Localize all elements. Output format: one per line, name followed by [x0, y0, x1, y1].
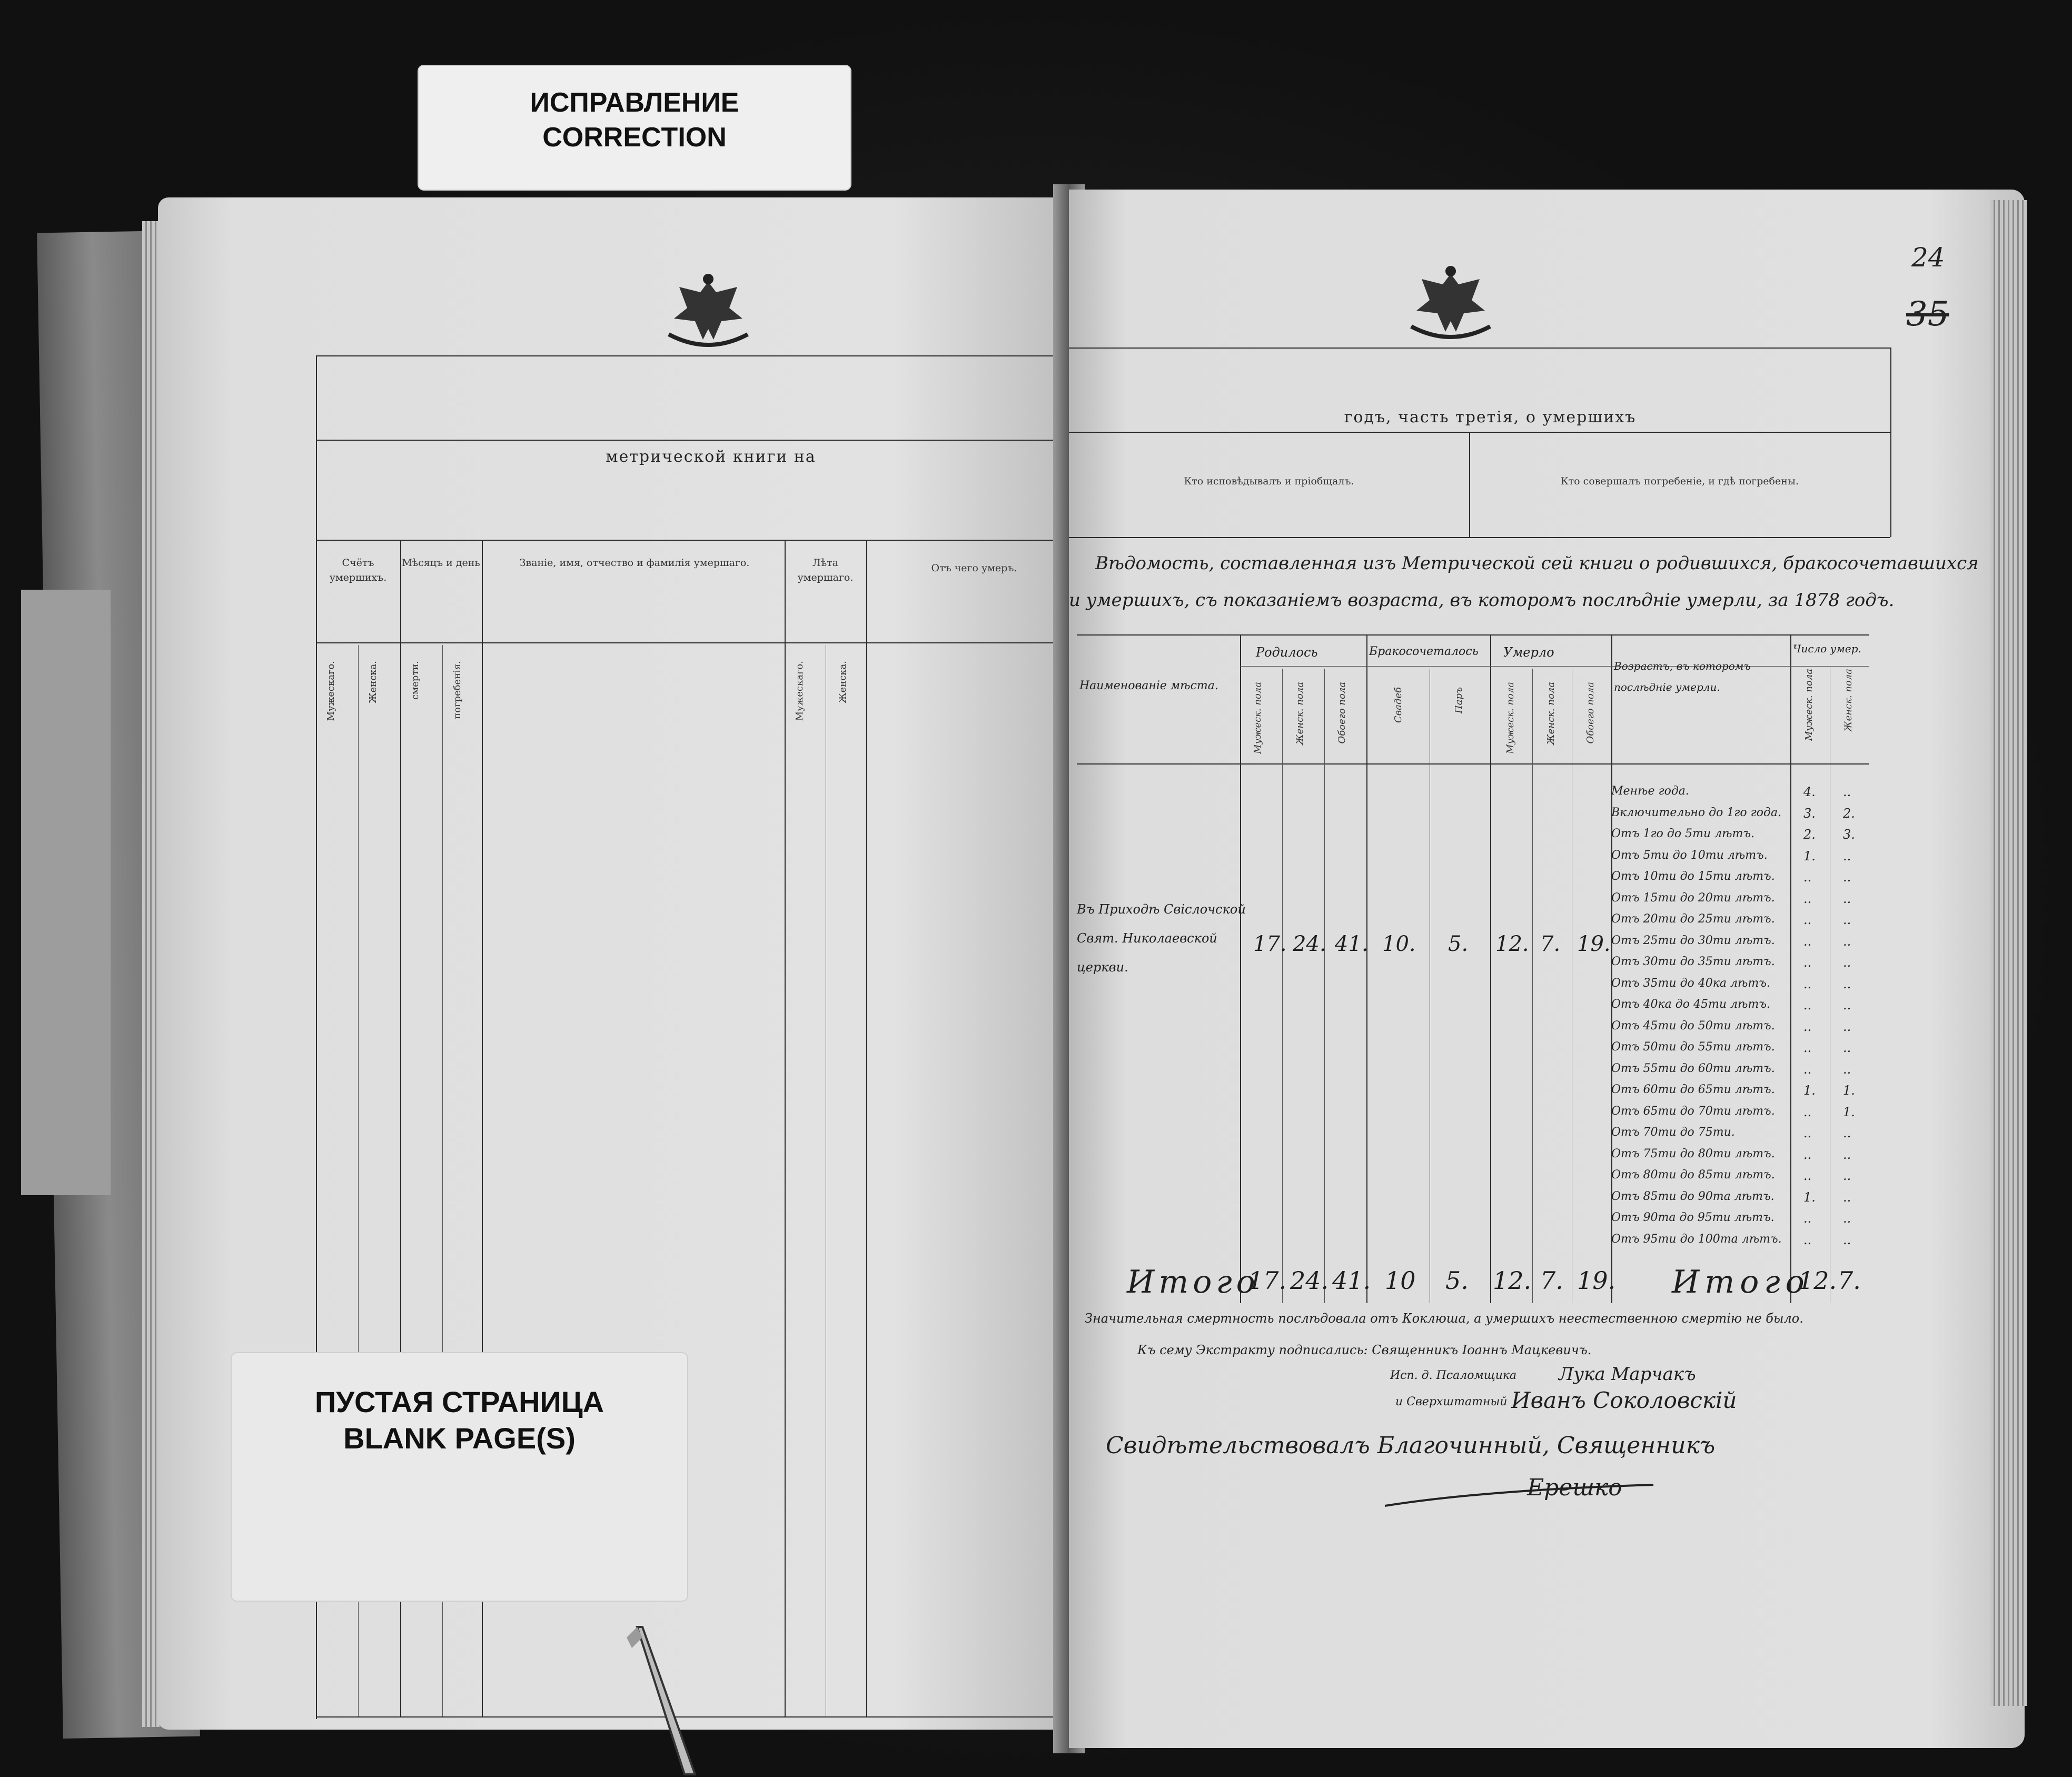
- correction-label-line2: CORRECTION: [542, 122, 727, 153]
- age-row-male: ..: [1803, 998, 1812, 1012]
- col-male: Мужескаго.: [325, 661, 336, 721]
- age-row-label: Отъ 70ти до 75ти.: [1611, 1126, 1735, 1139]
- age-row-female: ..: [1843, 1190, 1851, 1205]
- certify-text: Свидѣтельствовалъ Благочинный, Священникъ: [1106, 1432, 1716, 1459]
- age-row-female: 1.: [1843, 1105, 1855, 1119]
- married-header: Бракосочеталось: [1369, 645, 1479, 658]
- note-mortality: Значительная смертность послѣдовала отъ Коклюша, а умершихъ неестественною смертію не было.: [1085, 1311, 1803, 1326]
- right-header-title: годъ, часть третія, о умершихъ: [1344, 408, 1637, 426]
- age-row-label: Отъ 5ти до 10ти лѣтъ.: [1611, 849, 1768, 862]
- died-male: Мужеск. пола: [1505, 682, 1516, 754]
- died-female-value: 7.: [1540, 932, 1561, 956]
- col-confessor: Кто исповѣдывалъ и пріобщалъ.: [1184, 475, 1354, 487]
- age-row-label: Отъ 10ти до 15ти лѣтъ.: [1611, 870, 1775, 883]
- age-row-label: Отъ 40ка до 45ти лѣтъ.: [1611, 998, 1770, 1011]
- age-row-label: Отъ 30ти до 35ти лѣтъ.: [1611, 955, 1775, 968]
- age-row-male: ..: [1803, 1168, 1812, 1183]
- place-header: Наименованіе мѣста.: [1079, 679, 1218, 692]
- age-row-female: ..: [1843, 849, 1851, 863]
- born-male: Мужеск. пола: [1252, 682, 1263, 754]
- age-row-male: 2.: [1803, 827, 1816, 842]
- age-row-female: ..: [1843, 998, 1851, 1012]
- note-attest: Къ сему Экстракту подписались: Священникъ Іоаннъ Мацкевичъ.: [1137, 1343, 1592, 1357]
- count-male: Мужеск. пола: [1803, 669, 1815, 741]
- age-row-label: Отъ 65ти до 70ти лѣтъ.: [1611, 1105, 1775, 1118]
- age-row-label: Включительно до 1го года.: [1611, 806, 1782, 819]
- left-header-title: метрической книги на: [606, 448, 816, 466]
- married-pairs: Паръ: [1453, 687, 1464, 713]
- total-died-female: 7.: [1540, 1266, 1563, 1295]
- age-row-label: Отъ 80ти до 85ти лѣтъ.: [1611, 1168, 1775, 1182]
- age-row-female: ..: [1843, 1040, 1851, 1055]
- age-row-female: ..: [1843, 1168, 1851, 1183]
- age-row-female: ..: [1843, 1062, 1851, 1077]
- born-male-value: 17.: [1253, 932, 1287, 956]
- sexton-role: Исп. д. Псаломщика: [1390, 1369, 1517, 1382]
- supernum-role: и Сверхштатный: [1395, 1395, 1508, 1408]
- age-row-female: 1.: [1843, 1083, 1855, 1098]
- book-cover-board: [21, 590, 111, 1195]
- col-burial: погребенія.: [452, 661, 463, 719]
- total-label-right: Итого: [1672, 1264, 1810, 1301]
- age-row-male: ..: [1803, 934, 1812, 949]
- total-pairs: 5.: [1445, 1266, 1469, 1295]
- col-age-female: Женска.: [837, 661, 848, 703]
- age-row-female: ..: [1843, 870, 1851, 885]
- total-age-female: 7.: [1838, 1266, 1861, 1295]
- age-row-male: ..: [1803, 1062, 1812, 1077]
- age-row-male: ..: [1803, 1211, 1812, 1226]
- page-number-written: 35: [1906, 295, 1949, 334]
- page-number-stamped: 24: [1911, 242, 1945, 273]
- died-both: Обоего пола: [1585, 682, 1596, 744]
- age-row-female: ..: [1843, 1019, 1851, 1034]
- age-row-male: ..: [1803, 1019, 1812, 1034]
- count-female: Женск. пола: [1843, 669, 1854, 732]
- age-row-male: 3.: [1803, 806, 1816, 821]
- age-row-male: 1.: [1803, 849, 1816, 863]
- age-row-label: Отъ 25ти до 30ти лѣтъ.: [1611, 934, 1775, 947]
- age-row-female: ..: [1843, 934, 1851, 949]
- col-cause: Отъ чего умеръ.: [931, 562, 1017, 574]
- age-row-male: ..: [1803, 1126, 1812, 1140]
- born-both: Обоего пола: [1336, 682, 1347, 744]
- signature: Ерешко: [1527, 1474, 1622, 1501]
- blank-label-line1: ПУСТАЯ СТРАНИЦА: [314, 1385, 604, 1418]
- total-born-female: 24.: [1290, 1266, 1329, 1295]
- age-row-female: ..: [1843, 955, 1851, 970]
- age-row-label: Отъ 90та до 95ти лѣтъ.: [1611, 1211, 1774, 1224]
- imperial-eagle-emblem: [663, 271, 753, 350]
- age-row-label: Отъ 85ти до 90та лѣтъ.: [1611, 1190, 1774, 1203]
- weddings-value: 10.: [1382, 932, 1416, 956]
- age-row-label: Отъ 20ти до 25ти лѣтъ.: [1611, 912, 1775, 926]
- age-row-label: Отъ 95ти до 100та лѣтъ.: [1611, 1233, 1782, 1246]
- age-row-label: Менѣе года.: [1611, 785, 1689, 798]
- col-burier: Кто совершалъ погребеніе, и гдѣ погребены.: [1560, 475, 1799, 487]
- blank-page-label: [232, 1353, 687, 1601]
- born-header: Родилось: [1256, 645, 1318, 660]
- blank-label-line2: BLANK PAGE(S): [343, 1422, 576, 1455]
- age-row-male: ..: [1803, 891, 1812, 906]
- age-row-male: ..: [1803, 1147, 1812, 1162]
- age-row-female: ..: [1843, 1211, 1851, 1226]
- page-edge-right: [1990, 200, 2027, 1706]
- total-born-male: 17.: [1248, 1266, 1287, 1295]
- statement-line-1: Вѣдомость, составленная изъ Метрической сей книги о родившихся, бракосочетавшихся: [1095, 553, 1979, 574]
- age-row-male: ..: [1803, 977, 1812, 991]
- total-label: Итого: [1127, 1264, 1260, 1301]
- born-female-value: 24.: [1293, 932, 1326, 956]
- age-row-label: Отъ 35ти до 40ка лѣтъ.: [1611, 977, 1770, 990]
- imperial-eagle-emblem-right: [1406, 263, 1495, 342]
- count-header: Число умер.: [1793, 642, 1861, 655]
- died-header: Умерло: [1503, 645, 1554, 660]
- age-row-male: ..: [1803, 1040, 1812, 1055]
- born-both-value: 41.: [1335, 932, 1369, 956]
- age-row-female: ..: [1843, 977, 1851, 991]
- age-row-label: Отъ 50ти до 55ти лѣтъ.: [1611, 1040, 1775, 1054]
- died-both-value: 19.: [1577, 932, 1611, 956]
- place-name: Въ Приходѣ Свіслочской Свят. Николаевской церкви.: [1077, 902, 1246, 975]
- col-age: Лѣта умершаго.: [797, 557, 854, 583]
- age-row-male: ..: [1803, 1105, 1812, 1119]
- age-row-female: ..: [1843, 891, 1851, 906]
- age-row-label: Отъ 1го до 5ти лѣтъ.: [1611, 827, 1755, 840]
- age-row-label: Отъ 60ти до 65ти лѣтъ.: [1611, 1083, 1775, 1096]
- col-age-male: Мужескаго.: [794, 661, 805, 721]
- col-death: смерти.: [410, 661, 421, 700]
- age-row-male: 1.: [1803, 1083, 1816, 1098]
- total-age-male: 12.: [1798, 1266, 1837, 1295]
- age-row-female: ..: [1843, 912, 1851, 927]
- age-row-female: 3.: [1843, 827, 1855, 842]
- age-row-male: ..: [1803, 955, 1812, 970]
- age-row-male: 4.: [1803, 785, 1816, 799]
- age-row-label: Отъ 45ти до 50ти лѣтъ.: [1611, 1019, 1775, 1033]
- total-born-both: 41.: [1332, 1266, 1371, 1295]
- total-weddings: 10: [1385, 1266, 1416, 1295]
- sexton-name: Лука Марчакъ: [1559, 1364, 1696, 1385]
- statement-line-2: и умершихъ, съ показаніемъ возраста, въ которомъ послѣдніе умерли, за 1878 годъ.: [1069, 590, 1895, 611]
- age-row-female: ..: [1843, 1147, 1851, 1162]
- age-row-female: 2.: [1843, 806, 1855, 821]
- total-died-both: 19.: [1577, 1266, 1616, 1295]
- age-row-male: 1.: [1803, 1190, 1816, 1205]
- age-row-female: ..: [1843, 1126, 1851, 1140]
- supernum-name: Иванъ Соколовскій: [1511, 1387, 1737, 1413]
- col-count: Счётъ умершихъ.: [329, 557, 387, 583]
- col-female: Женска.: [368, 661, 379, 703]
- age-row-female: ..: [1843, 785, 1851, 799]
- total-died-male: 12.: [1493, 1266, 1532, 1295]
- married-weddings: Свадеб: [1393, 687, 1404, 723]
- pairs-value: 5.: [1448, 932, 1469, 956]
- died-female: Женск. пола: [1545, 682, 1557, 745]
- page-clip: [621, 1622, 700, 1777]
- age-row-male: ..: [1803, 912, 1812, 927]
- died-male-value: 12.: [1495, 932, 1529, 956]
- age-row-label: Отъ 15ти до 20ти лѣтъ.: [1611, 891, 1775, 905]
- col-month-day: Мѣсяцъ и день: [402, 557, 480, 569]
- age-header: Возрастъ, въ которомъ послѣдніе умерли.: [1614, 660, 1751, 693]
- age-row-label: Отъ 55ти до 60ти лѣтъ.: [1611, 1062, 1775, 1075]
- age-row-male: ..: [1803, 870, 1812, 885]
- col-name: Званіе, имя, отчество и фамилія умершаго.: [519, 557, 750, 569]
- correction-label-line1: ИСПРАВЛЕНИЕ: [530, 87, 739, 118]
- born-female: Женск. пола: [1294, 682, 1305, 745]
- age-row-male: ..: [1803, 1233, 1812, 1247]
- signature-flourish: [1380, 1469, 1664, 1516]
- correction-label: [419, 66, 850, 190]
- age-row-female: ..: [1843, 1233, 1851, 1247]
- age-row-label: Отъ 75ти до 80ти лѣтъ.: [1611, 1147, 1775, 1160]
